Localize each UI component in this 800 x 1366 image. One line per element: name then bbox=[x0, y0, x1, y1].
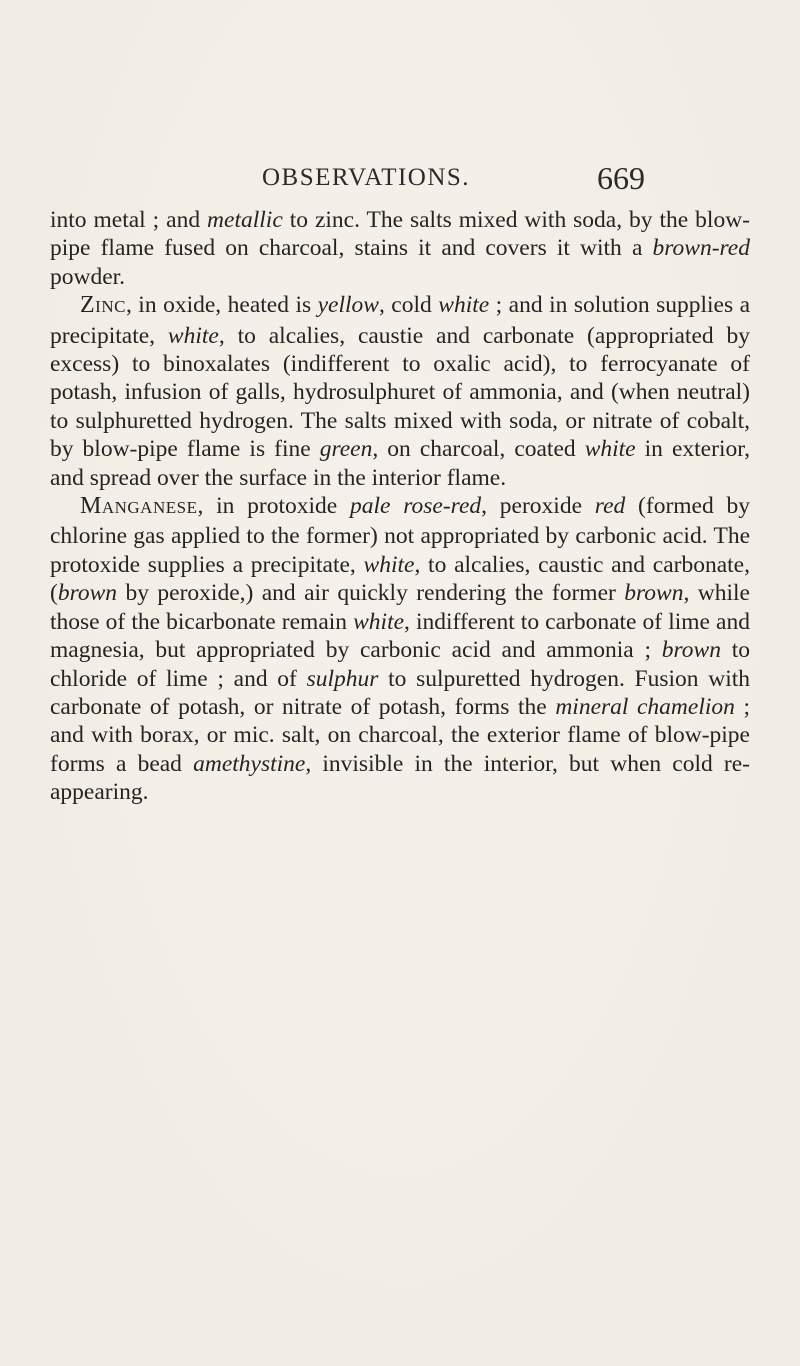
page-number: 669 bbox=[597, 160, 645, 196]
running-title: OBSERVATIONS. bbox=[262, 164, 471, 191]
italic-term: metallic bbox=[207, 207, 283, 233]
body-text bbox=[50, 206, 750, 807]
text-run: powder. bbox=[50, 263, 126, 290]
italic-term: green bbox=[319, 436, 373, 463]
text-run: , to alcalies, caustic and carbonate, ( bbox=[50, 551, 750, 607]
italic-term: brown bbox=[57, 580, 118, 607]
italic-term: red bbox=[594, 493, 626, 520]
paragraph-intro bbox=[50, 206, 750, 291]
text-run: by peroxide,) and air quickly rendering the former bbox=[117, 580, 625, 607]
italic-term: white bbox=[438, 292, 490, 319]
italic-term: brown-red bbox=[652, 235, 750, 262]
paragraph-manganese bbox=[50, 492, 750, 806]
text-run: to zinc. The salts mixed with soda, by the blow-pipe flame fused on charcoal, stains it and covers it with a bbox=[50, 207, 751, 262]
italic-term: white bbox=[363, 551, 415, 578]
italic-term: white bbox=[584, 436, 636, 463]
italic-term: amethystine bbox=[193, 750, 306, 777]
text-run: ; and with borax, or mic. salt, on charcoal, the exterior flame of blow-pipe forms a bead bbox=[50, 693, 751, 777]
italic-term: yellow bbox=[317, 292, 379, 319]
italic-term: sulphur bbox=[306, 665, 379, 692]
text-run: , to alcalies, caustie and carbonate (appropriated by excess) to binoxalates (indifferent to oxalic acid), to ferrocyanate of potash, infusion of galls, hydrosulphuret of ammonia, and (when neutral) to sulphuretted hydrogen. The salts mixed with soda, or nitrate of cobalt, by blow-pipe flame is fine bbox=[50, 322, 751, 463]
text-run: to chloride of lime ; and of bbox=[50, 637, 750, 692]
text-run: ; and in solution supplies a precipitate, bbox=[50, 292, 751, 349]
text-run: into metal ; and bbox=[50, 207, 208, 233]
text-run: (formed by chlorine gas applied to the former) not appropriated by carbonic acid. The protoxide supplies a precipitate, bbox=[50, 493, 751, 578]
italic-term: brown bbox=[661, 637, 721, 664]
text-run: , indifferent to carbonate of lime and magnesia, but appropriated by carbonic acid and ammonia ; bbox=[50, 608, 750, 664]
text-run: , on charcoal, coated bbox=[372, 436, 585, 463]
text-run: , in oxide, heated is bbox=[125, 292, 318, 319]
italic-term: mineral chamelion bbox=[555, 693, 735, 720]
text-run: , while those of the bicarbonate remain bbox=[50, 580, 750, 635]
small-caps-term: ZINC bbox=[80, 292, 126, 319]
text-run: in exterior, and spread over the surface in the interior flame. bbox=[50, 436, 750, 491]
paragraph-zinc bbox=[50, 291, 750, 492]
italic-term: white bbox=[167, 322, 219, 349]
text-run: to sulpuretted hydrogen. Fusion with carbonate of potash, or nitrate of potash, forms the bbox=[50, 665, 751, 720]
italic-term: pale rose-red bbox=[350, 493, 482, 520]
text-run: , cold bbox=[378, 292, 439, 319]
text-run: , peroxide bbox=[481, 493, 595, 520]
text-run: , invisible in the interior, but when cold re-appearing. bbox=[50, 750, 750, 806]
text-run: , in protoxide bbox=[197, 493, 351, 520]
page-header bbox=[0, 160, 800, 200]
italic-term: white bbox=[353, 608, 405, 635]
small-caps-term: MANGANESE bbox=[80, 493, 198, 520]
italic-term: brown bbox=[624, 580, 684, 607]
